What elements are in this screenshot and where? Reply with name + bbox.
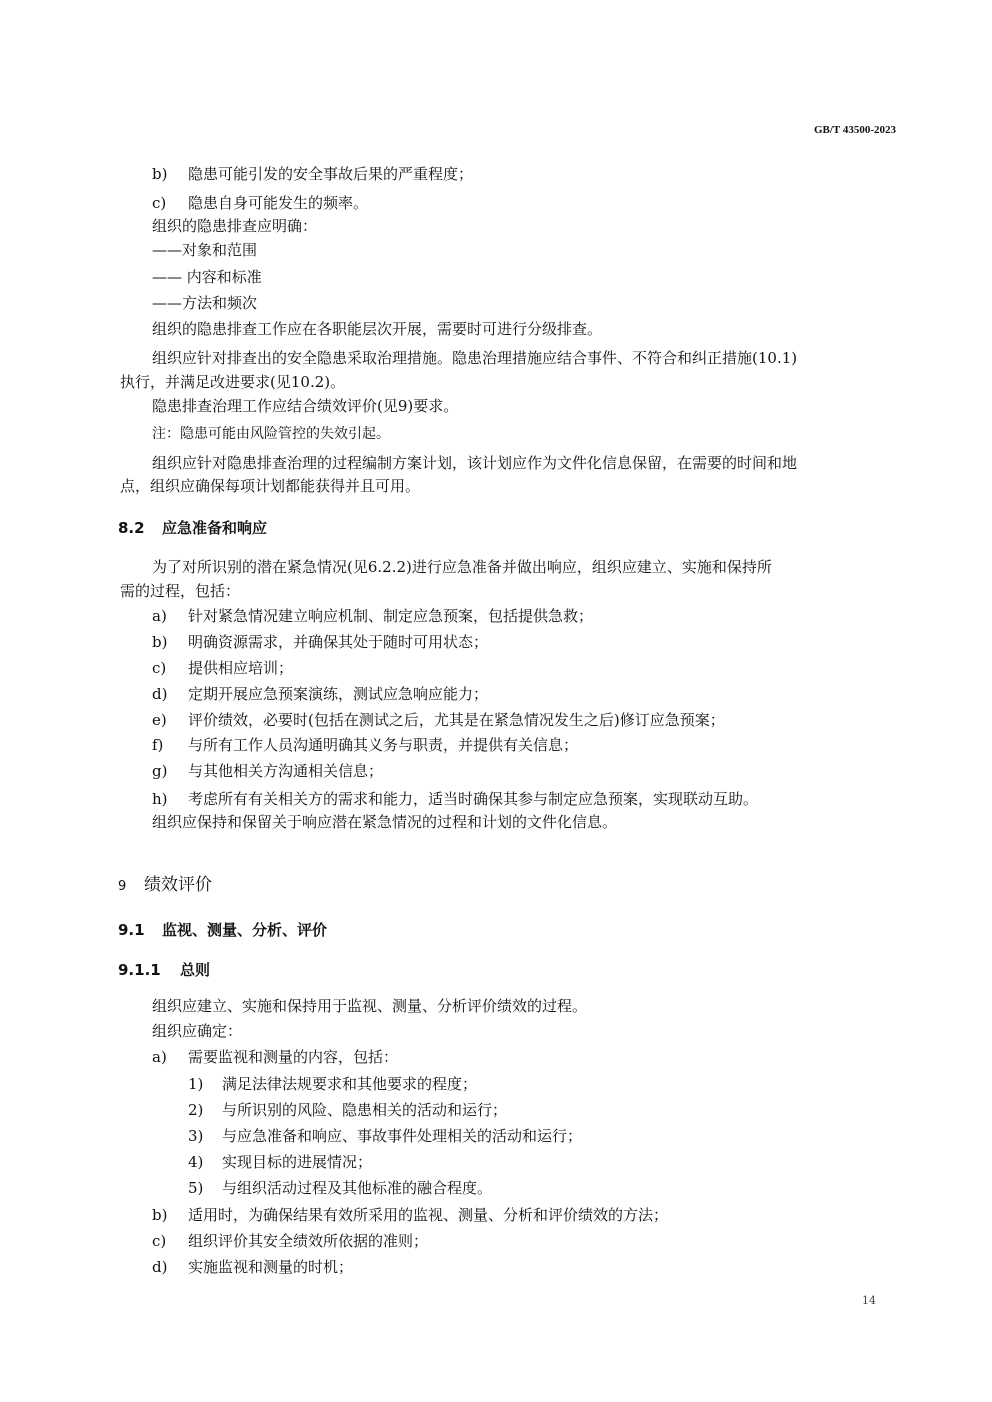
paragraph-continued: 点，组织应确保每项计划都能获得并且可用。 (120, 477, 421, 495)
list-item: b) 明确资源需求，并确保其处于随时可用状态； (152, 633, 489, 651)
note: 注：隐患可能由风险管控的失效引起。 (152, 426, 390, 442)
paragraph: 组织应针对排查出的安全隐患采取治理措施。隐患治理措施应结合事件、不符合和纠正措施(10.1) (152, 349, 798, 367)
dash-item: ——对象和范围 (152, 241, 258, 259)
list-item: e) 评价绩效，必要时(包括在测试之后，尤其是在紧急情况发生之后)修订应急预案； (152, 711, 725, 729)
page-number: 14 (862, 1294, 876, 1307)
paragraph: 组织应针对隐患排查治理的过程编制方案计划，该计划应作为文件化信息保留，在需要的时间和地 (152, 454, 798, 472)
paragraph-continued: 执行，并满足改进要求(见10.2)。 (120, 373, 346, 391)
chapter-heading-9: 9 绩效评价 (118, 875, 212, 895)
paragraph-continued: 需的过程，包括： (120, 582, 241, 600)
list-item: b) 适用时，为确保结果有效所采用的监视、测量、分析和评价绩效的方法； (152, 1206, 669, 1224)
paragraph: 组织应保持和保留关于响应潜在紧急情况的过程和计划的文件化信息。 (152, 813, 618, 831)
section-heading-8-2: 8.2 应急准备和响应 (118, 519, 268, 537)
sub-list-item: 4) 实现目标的进展情况； (188, 1153, 373, 1171)
sub-list-item: 5) 与组织活动过程及其他标准的融合程度。 (188, 1179, 493, 1197)
section-heading-9-1-1: 9.1.1 总则 (118, 961, 211, 979)
paragraph: 隐患排查治理工作应结合绩效评价(见9)要求。 (152, 397, 459, 415)
sub-list-item: 1) 满足法律法规要求和其他要求的程度； (188, 1075, 478, 1093)
dash-item: —— 内容和标准 (152, 268, 262, 286)
sub-list-item: 2) 与所识别的风险、隐患相关的活动和运行； (188, 1101, 508, 1119)
paragraph: 组织应确定： (152, 1022, 243, 1040)
paragraph: 组织的隐患排查工作应在各职能层次开展，需要时可进行分级排查。 (152, 320, 603, 338)
paragraph: 为了对所识别的潜在紧急情况(见6.2.2)进行应急准备并做出响应，组织应建立、实施和保持所 (152, 558, 772, 576)
list-item: f) 与所有工作人员沟通明确其义务与职责，并提供有关信息； (152, 736, 579, 754)
list-item: b) 隐患可能引发的安全事故后果的严重程度； (152, 165, 474, 183)
list-item: h) 考虑所有有关相关方的需求和能力，适当时确保其参与制定应急预案，实现联动互助。 (152, 790, 759, 808)
paragraph: 组织应建立、实施和保持用于监视、测量、分析评价绩效的过程。 (152, 997, 588, 1015)
section-heading-9-1: 9.1 监视、测量、分析、评价 (118, 921, 328, 939)
list-item: a) 需要监视和测量的内容，包括： (152, 1048, 399, 1066)
list-item: g) 与其他相关方沟通相关信息； (152, 762, 384, 780)
list-item: d) 定期开展应急预案演练，测试应急响应能力； (152, 685, 489, 703)
dash-item: ——方法和频次 (152, 294, 258, 312)
list-item: c) 提供相应培训； (152, 659, 294, 677)
list-item: a) 针对紧急情况建立响应机制、制定应急预案，包括提供急救； (152, 607, 594, 625)
list-item: c) 隐患自身可能发生的频率。 (152, 194, 369, 212)
list-item: c) 组织评价其安全绩效所依据的准则； (152, 1232, 429, 1250)
list-item: d) 实施监视和测量的时机； (152, 1258, 354, 1276)
paragraph: 组织的隐患排查应明确： (152, 217, 318, 235)
sub-list-item: 3) 与应急准备和响应、事故事件处理相关的活动和运行； (188, 1127, 583, 1145)
standard-number: GB/T 43500-2023 (813, 124, 896, 136)
